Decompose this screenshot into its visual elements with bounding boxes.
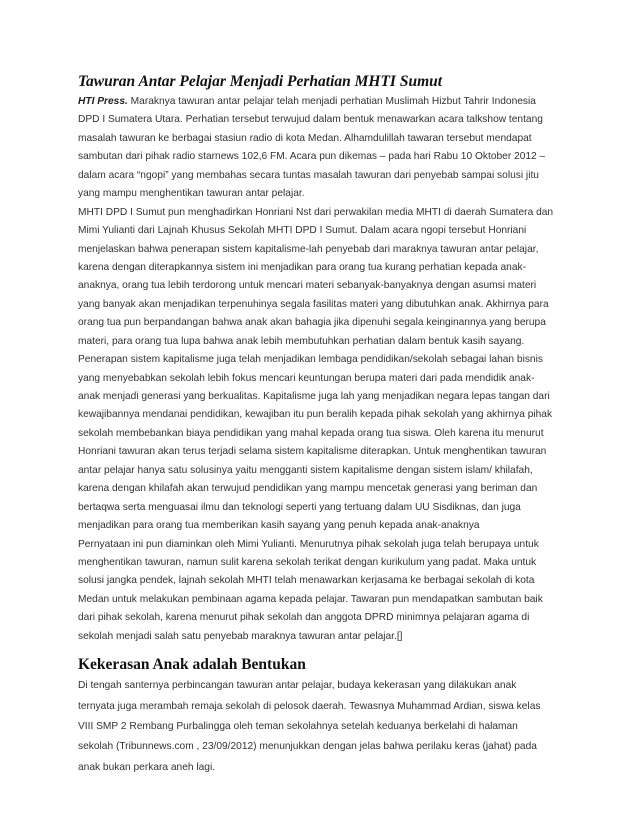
body-line: menjelaskan bahwa penerapan sistem kapitalisme-lah penyebab dari maraknya tawuran antar pelajar,	[78, 243, 539, 255]
article-body	[78, 676, 574, 778]
body-line: masalah tawuran ke berbagai stasiun radio di kota Medan. Alhamdulillah tawaran tersebut mendapat	[78, 132, 532, 144]
body-line: VIII SMP 2 Rembang Purbalingga oleh teman sekolahnya setelah keduanya berkelahi di halaman	[78, 720, 518, 732]
body-line: anak menjadi generasi yang berkualitas. Kapitalisme juga lah yang menjadikan negara lepas tangan dari	[78, 391, 550, 402]
body-line: dari pihak sekolah, karena menurut pihak sekolah dan anggota DPRD minimnya pelajaran agama di	[78, 612, 530, 624]
body-line: anak bukan perkara aneh lagi.	[78, 761, 216, 773]
body-line: Di tengah santernya perbincangan tawuran antar pelajar, budaya kekerasan yang dilakukan anak	[78, 680, 517, 692]
body-line: menghentikan tawuran, namun sulit karena sekolah terikat dengan kurikulum yang padat. Maka untuk	[78, 556, 537, 568]
article-kekerasan	[78, 654, 574, 778]
body-line: Honriani tawuran akan terus terjadi selama sistem kapitalisme diterapkan. Untuk menghentikan tawuran	[78, 446, 547, 458]
body-line: Pernyataan ini pun diaminkan oleh Mimi Yulianti. Menurutnya pihak sekolah juga telah berupaya untuk	[78, 538, 539, 550]
article-title: Tawuran Antar Pelajar Menjadi Perhatian MHTI Sumut	[78, 73, 443, 90]
body-line: ternyata juga merambah remaja sekolah di pelosok daerah. Tewasnya Muhammad Ardian, siswa kelas	[78, 700, 541, 712]
article-tawuran	[78, 71, 574, 646]
body-line: yang banyak akan menjadikan terpenuhinya segala fasilitas materi yang dibutuhkan anak. Akhirnya para	[78, 298, 549, 310]
body-line: sambutan dari pihak radio starnews 102,6 FM. Acara pun dikemas – pada hari Rabu 10 Oktober 2012 –	[78, 151, 546, 163]
body-line: antar pelajar hanya satu solusinya yaitu mengganti sistem kapitalisme dengan sistem islam/ khilafah,	[78, 464, 533, 476]
body-line: orang tua pun berpandangan bahwa anak akan bahagia jika dipenuhi segala keinginannya yang berupa	[78, 317, 546, 329]
body-line: Medan untuk melakukan pembinaan agama kepada pelajar. Tawaran pun mendapatkan sambutan baik	[78, 593, 543, 605]
article-first-line	[78, 93, 574, 111]
body-line: bertaqwa serta menguasai ilmu dan teknologi seperti yang tertuang dalam UU Sisdiknas, dan juga	[78, 501, 521, 513]
body-line: Penerapan sistem kapitalisme juga telah menjadikan lembaga pendidikan/sekolah sebagai lahan bisnis	[78, 354, 543, 366]
body-line: sekolah menjadi salah satu penyebab maraknya tawuran antar pelajar.[]	[78, 630, 403, 642]
body-line: DPD I Sumatera Utara. Perhatian tersebut terwujud dalam bentuk menawarkan acara talkshow tentang	[78, 114, 543, 126]
body-line: menjadikan para orang tua memberikan kasih sayang yang penuh kepada anak-anaknya	[78, 520, 480, 532]
document-page	[78, 71, 574, 778]
body-line: karena dengan khilafah akan terwujud pendidikan yang mampu mencetak generasi yang beriman dan	[78, 483, 538, 495]
body-line: yang mampu menghentikan tawuran antar pelajar.	[78, 188, 305, 200]
body-line: MHTI DPD I Sumut pun menghadirkan Honriani Nst dari perwakilan media MHTI di daerah Sumatera dan	[78, 206, 554, 218]
article-body	[78, 111, 574, 646]
press-lead: HTI Press.	[78, 96, 128, 107]
body-line: sekolah membebankan biaya pendidikan yang mahal kepada orang tua siswa. Oleh karena itu menurut	[78, 427, 544, 439]
article-title: Kekerasan Anak adalah Bentukan	[78, 656, 306, 674]
body-line: anaknya, orang tua lebih terdorong untuk mencari materi sebanyak-banyaknya dengan asumsi materi	[78, 280, 537, 292]
first-line-text: Maraknya tawuran antar pelajar telah menjadi perhatian Muslimah Hizbut Tahrir Indonesia	[127, 96, 536, 107]
body-line: karena dengan diterapkannya sistem ini menjadikan para orang tua kurang perhatian kepada anak-	[78, 261, 526, 273]
body-line: dalam acara “ngopi” yang membahas secara tuntas masalah tawuran dari penyebab sampai solusi jitu	[78, 169, 539, 181]
body-line: solusi jangka pendek, lajnah sekolah MHTI telah menawarkan kerjasama ke berbagai sekolah di kota	[78, 575, 535, 587]
body-line: Mimi Yulianti dari Lajnah Khusus Sekolah MHTI DPD I Sumut. Dalam acara ngopi tersebut Honriani	[78, 225, 527, 237]
body-line: sekolah (Tribunnews.com , 23/09/2012) menunjukkan dengan jelas bahwa perilaku keras (jahat) pada	[78, 741, 537, 753]
body-line: kewajibannya mendanai pendidikan, kewajiban itu pun beralih kepada pihak sekolah yang akhirnya pihak	[78, 409, 553, 421]
body-line: materi, para orang tua lupa bahwa anak lebih membutuhkan perhatian dalam bentuk kasih sayang.	[78, 335, 525, 347]
body-line: yang menyebabkan sekolah lebih fokus mencari keuntungan berupa materi dari pada mendidik anak-	[78, 372, 535, 384]
